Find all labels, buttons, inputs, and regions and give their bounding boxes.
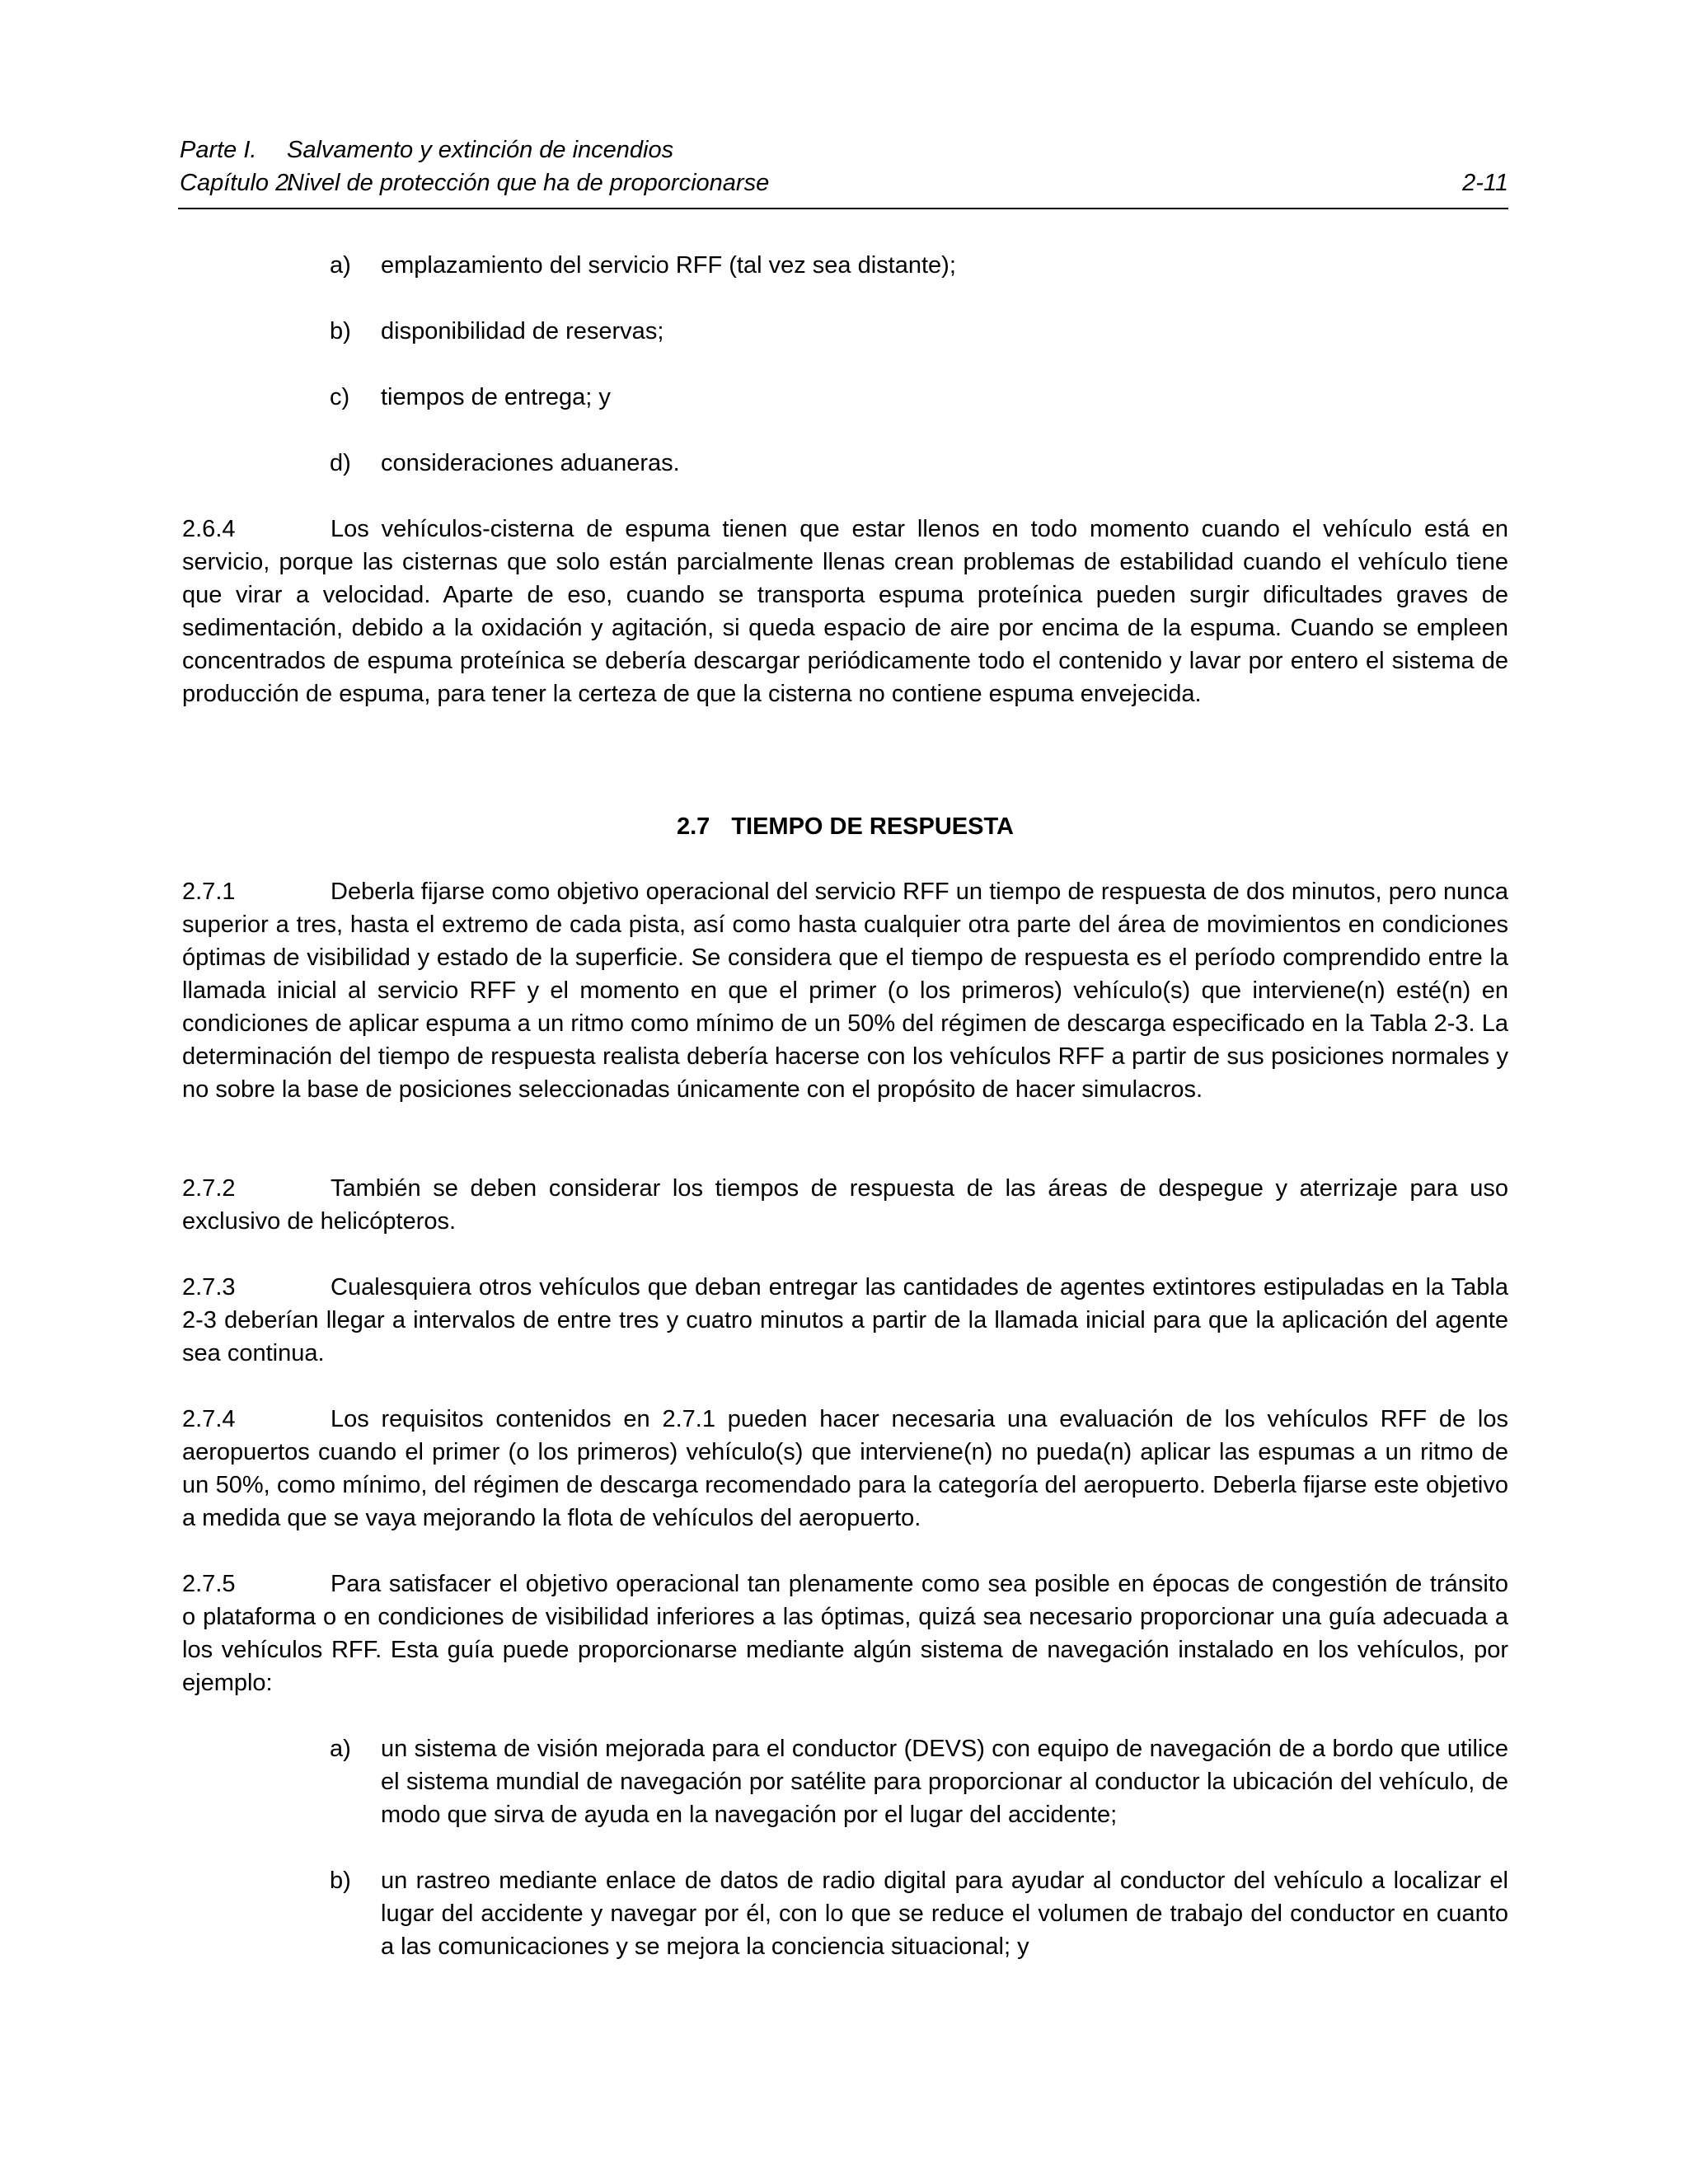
header-chapter-line (180, 166, 1508, 199)
paragraph-2-7-5 (182, 1568, 1508, 1699)
paragraph-2-7-3 (182, 1271, 1508, 1370)
section-title: TIEMPO DE RESPUESTA (731, 813, 1014, 840)
header-chapter-number: Capítulo 2. (180, 170, 296, 196)
paragraph-number: 2.7.1 (182, 879, 236, 905)
header-part-number: Parte I. (180, 137, 257, 163)
header-divider (178, 208, 1508, 209)
list-item (330, 447, 1508, 480)
list-marker: a) (330, 252, 351, 279)
paragraph-text: Los vehículos-cisterna de espuma tienen que estar llenos en todo momento cuando el vehículo está en servicio, porque las cisternas que solo están parcialmente llenas crean problemas de estabilidad cuando el vehículo tiene que virar a velocidad. Aparte de eso, cuando se transporta espuma proteínica pueden surgir dificultades graves de sedimentación, debido a la oxidación y agitación, si queda espacio de aire por encima de la espuma. Cuando se empleen concentrados de espuma proteínica se debería descargar periódicamente todo el contenido y lavar por entero el sistema de producción de espuma, para tener la certeza de que la cisterna no contiene espuma envejecida. (182, 516, 1508, 707)
header-part-title: Salvamento y extinción de incendios (287, 137, 674, 163)
section-heading (182, 810, 1508, 843)
list-marker: a) (330, 1736, 351, 1762)
header-part-line (180, 134, 1508, 166)
list-item-text: tiempos de entrega; y (381, 384, 611, 410)
paragraph-text: Los requisitos contenidos en 2.7.1 pueden hacer necesaria una evaluación de los vehículos RFF de los aeropuertos cuando el primer (o los primeros) vehículo(s) que interviene(n) no pueda(n) aplicar las espumas a un ritmo de un 50%, como mínimo, del régimen de descarga recomendado para la categoría del aeropuerto. Deberla fijarse este objetivo a medida que se vaya mejorando la flota de vehículos del aeropuerto. (182, 1406, 1508, 1531)
list-item (330, 381, 1508, 414)
paragraph-number: 2.7.4 (182, 1406, 236, 1432)
list-item-text: un sistema de visión mejorada para el conductor (DEVS) con equipo de navegación de a bordo que utilice el sistema mundial de navegación por satélite para proporcionar al conductor la ubicación del vehículo, de modo que sirva de ayuda en la navegación por el lugar del accidente; (381, 1736, 1508, 1828)
list-item (330, 1864, 1508, 1963)
paragraph-2-7-1 (182, 875, 1508, 1106)
list-item-text: emplazamiento del servicio RFF (tal vez sea distante); (381, 252, 956, 279)
paragraph-text: Para satisfacer el objetivo operacional tan plenamente como sea posible en épocas de congestión de tránsito o plataforma o en condiciones de visibilidad inferiores a las óptimas, quizá sea necesario proporcionar una guía adecuada a los vehículos RFF. Esta guía puede proporcionarse mediante algún sistema de navegación instalado en los vehículos, por ejemplo: (182, 1571, 1508, 1696)
page-number: 2-11 (1462, 170, 1508, 196)
running-header (180, 134, 1508, 199)
paragraph-number: 2.7.2 (182, 1175, 236, 1202)
list-item (330, 249, 1508, 282)
header-chapter-title: Nivel de protección que ha de proporcionarse (287, 170, 770, 196)
paragraph-2-7-2 (182, 1172, 1508, 1238)
paragraph-text: Deberla fijarse como objetivo operacional del servicio RFF un tiempo de respuesta de dos minutos, pero nunca superior a tres, hasta el extremo de cada pista, así como hasta cualquier otra parte del área de movimientos en condiciones óptimas de visibilidad y estado de la superficie. Se considera que el tiempo de respuesta es el período comprendido entre la llamada inicial al servicio RFF y el momento en que el primer (o los primeros) vehículo(s) que interviene(n) esté(n) en condiciones de aplicar espuma a un ritmo como mínimo de un 50% del régimen de descarga especificado en la Tabla 2-3. La determinación del tiempo de respuesta realista debería hacerse con los vehículos RFF a partir de sus posiciones normales y no sobre la base de posiciones seleccionadas únicamente con el propósito de hacer simulacros. (182, 879, 1508, 1103)
list-marker: b) (330, 1868, 351, 1894)
list-marker: b) (330, 318, 351, 344)
section-number: 2.7 (676, 813, 710, 840)
paragraph-number: 2.6.4 (182, 516, 236, 542)
list-item (330, 315, 1508, 348)
paragraph-number: 2.7.5 (182, 1571, 236, 1597)
paragraph-2-6-4 (182, 513, 1508, 710)
list-item-text: consideraciones aduaneras. (381, 450, 680, 476)
list-marker: d) (330, 450, 351, 476)
paragraph-text: Cualesquiera otros vehículos que deban entregar las cantidades de agentes extintores estipuladas en la Tabla 2-3 deberían llegar a intervalos de entre tres y cuatro minutos a partir de la llamada inicial para que la aplicación del agente sea continua. (182, 1274, 1508, 1366)
paragraph-number: 2.7.3 (182, 1274, 236, 1301)
list-item-text: disponibilidad de reservas; (381, 318, 664, 344)
list-item (330, 1732, 1508, 1831)
list-marker: c) (330, 384, 350, 410)
paragraph-2-7-4 (182, 1403, 1508, 1535)
list-item-text: un rastreo mediante enlace de datos de radio digital para ayudar al conductor del vehículo a localizar el lugar del accidente y navegar por él, con lo que se reduce el volumen de trabajo del conductor en cuanto a las comunicaciones y se mejora la conciencia situacional; y (381, 1868, 1508, 1960)
paragraph-text: También se deben considerar los tiempos de respuesta de las áreas de despegue y aterrizaje para uso exclusivo de helicópteros. (182, 1175, 1508, 1235)
